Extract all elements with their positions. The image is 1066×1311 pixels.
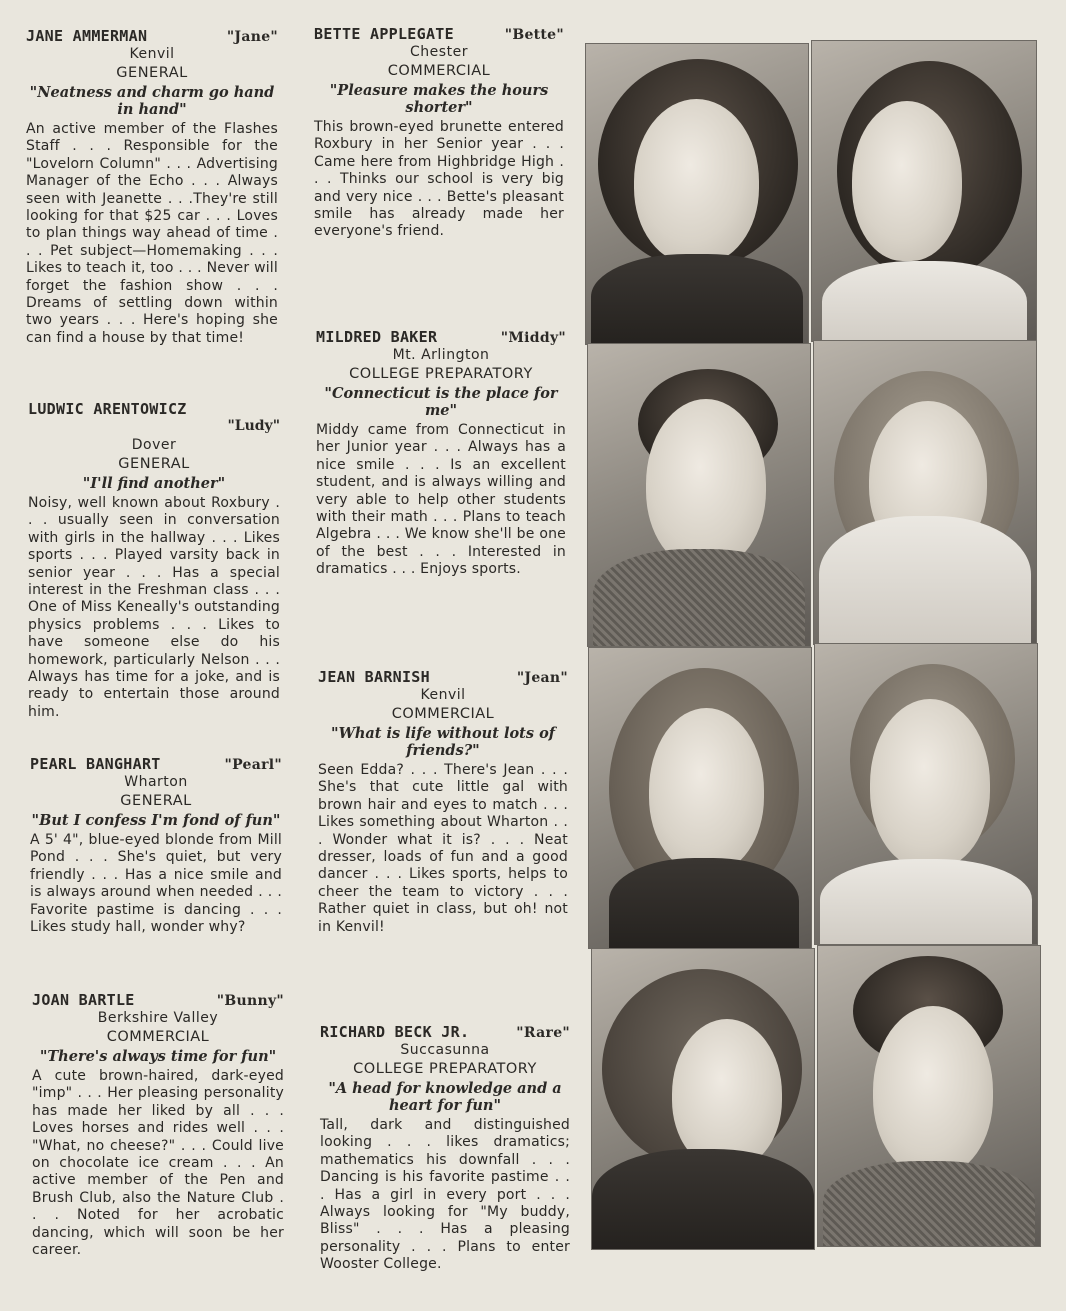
entry-header — [28, 401, 280, 418]
entry-bette-applegate — [314, 26, 564, 241]
entry-header — [32, 992, 284, 1010]
student-town: Succasunna — [400, 1042, 490, 1058]
student-course: COMMERCIAL — [106, 1029, 210, 1045]
student-bio: Middy came from Connecticut in her Junior year . . . Always has a nice smile . . . Is an excellent student, and is always willing and very able to help other students with their math . . . Plans to teach Algebra . . . We know she'll be one of the best . . . Interested in dramatics . . . Enjoys sports. — [316, 422, 566, 578]
student-motto: "Neatness and charm go hand in hand" — [29, 84, 275, 118]
portrait-photo-2 — [811, 40, 1037, 342]
entry-jean-barnish — [318, 669, 568, 936]
student-name: MILDRED BAKER — [316, 328, 438, 346]
entry-header — [318, 669, 568, 687]
student-name: JOAN BARTLE — [32, 991, 135, 1009]
student-town: Chester — [410, 44, 468, 60]
entry-richard-beck — [320, 1024, 570, 1274]
student-motto: "Connecticut is the place for me" — [324, 385, 558, 419]
student-town: Mt. Arlington — [392, 347, 490, 363]
student-town: Berkshire Valley — [97, 1010, 219, 1026]
portrait-photo-1 — [585, 43, 809, 345]
student-nickname: "Bette" — [504, 27, 564, 43]
student-name: JEAN BARNISH — [318, 668, 430, 686]
student-bio: A cute brown-haired, dark-eyed "imp" . . . Her pleasing personality has made her liked by all . . . Loves horses and rides well . . . "What, no cheese?" . . . Could live on chocolate ice cream . . . An active member of the Pen and Brush Club, also the Nature Club . . . Noted for her acrobatic dancing, which will soon be her career. — [32, 1068, 284, 1259]
photo-grid — [585, 40, 1038, 1250]
student-name: RICHARD BECK JR. — [320, 1023, 470, 1041]
entry-header — [320, 1024, 570, 1042]
student-course: COMMERCIAL — [387, 63, 491, 79]
student-town: Kenvil — [420, 687, 466, 703]
student-course: COLLEGE PREPARATORY — [353, 1061, 537, 1077]
student-bio: A 5' 4", blue-eyed blonde from Mill Pond . . . She's quiet, but very friendly . . . Has a nice smile and is always around when needed . . . Favorite pastime is dancing . . . Likes study hall, wonder why? — [30, 832, 282, 936]
student-bio: This brown-eyed brunette entered Roxbury in her Senior year . . . Came here from Highbridge High . . . Thinks our school is very big and very nice . . . Bette's pleasant smile has already made her everyone's friend. — [314, 119, 564, 240]
student-nickname: "Bunny" — [216, 993, 284, 1009]
student-motto: "But I confess I'm fond of fun" — [31, 812, 281, 829]
student-motto: "What is life without lots of friends?" — [331, 725, 555, 759]
entry-ludwic-arentowicz — [28, 401, 280, 721]
portrait-photo-7 — [591, 948, 815, 1250]
student-nickname: "Jane" — [226, 29, 278, 45]
student-name: LUDWIC ARENTOWICZ — [28, 400, 187, 418]
student-course: GENERAL — [116, 65, 188, 81]
student-name: JANE AMMERMAN — [26, 27, 148, 45]
entry-header — [316, 329, 566, 347]
student-course: GENERAL — [120, 793, 192, 809]
portrait-photo-4 — [813, 340, 1037, 645]
student-town: Kenvil — [129, 46, 175, 62]
student-course: COMMERCIAL — [391, 706, 495, 722]
entry-header — [30, 756, 282, 774]
student-motto: "I'll find another" — [82, 475, 226, 492]
student-nickname: "Jean" — [516, 670, 568, 686]
entry-jane-ammerman — [26, 28, 278, 347]
entry-pearl-banghart — [30, 756, 282, 936]
student-bio: Tall, dark and distinguished looking . . . likes dramatics; mathematics his downfall . . . Dancing is his favorite pastime . . . Has a girl in every port . . . Always looking for "My buddy, Bliss" . . . Has a pleasing personality . . . Plans to enter Wooster College. — [320, 1117, 570, 1273]
student-town: Wharton — [124, 774, 188, 790]
student-nickname: "Ludy" — [227, 418, 280, 434]
portrait-photo-8 — [817, 945, 1041, 1247]
student-bio: Noisy, well known about Roxbury . . . usually seen in conversation with girls in the hallway . . . Likes sports . . . Played varsity back in senior year . . . Has a special interest in the Freshman class . . . One of Miss Keneally's outstanding physics problems . . . Likes to have someone else do his homework, particularly Nelson . . . Always has time for a joke, and is ready to entertain those around him. — [28, 495, 280, 720]
portrait-photo-5 — [588, 647, 812, 949]
student-nickname: "Pearl" — [224, 757, 282, 773]
student-motto: "A head for knowledge and a heart for fun" — [328, 1080, 562, 1114]
entry-joan-bartle — [32, 992, 284, 1259]
portrait-photo-3 — [587, 343, 811, 647]
entry-mildred-baker — [316, 329, 566, 579]
student-nickname: "Middy" — [500, 330, 566, 346]
portrait-photo-6 — [814, 643, 1038, 945]
student-course: GENERAL — [118, 456, 190, 472]
student-course: COLLEGE PREPARATORY — [349, 366, 533, 382]
student-motto: "Pleasure makes the hours shorter" — [329, 82, 549, 116]
entry-header — [26, 28, 278, 46]
student-bio: Seen Edda? . . . There's Jean . . . She's that cute little gal with brown hair and eyes to match . . . Likes something about Wharton . . . Wonder what it is? . . . Neat dresser, loads of fun and a good dancer . . . Likes sports, helps to cheer the team to victory . . . Rather quiet in class, but oh! not in Kenvil! — [318, 762, 568, 935]
student-name: BETTE APPLEGATE — [314, 25, 454, 43]
student-town: Dover — [131, 437, 177, 453]
student-bio: An active member of the Flashes Staff . . . Responsible for the "Lovelorn Column" . . . Advertising Manager of the Echo . . . Always seen with Jeanette . . .They're still looking for that $25 car . . . Loves to plan things way ahead of time . . . Pet subject—Homemaking . . . Likes to teach it, too . . . Never will forget the fashion show . . . Dreams of settling down within two years . . . Here's hoping she can find a house by that time! — [26, 121, 278, 346]
student-nickname: "Rare" — [516, 1025, 570, 1041]
student-motto: "There's always time for fun" — [39, 1048, 277, 1065]
student-name: PEARL BANGHART — [30, 755, 161, 773]
entry-header — [314, 26, 564, 44]
